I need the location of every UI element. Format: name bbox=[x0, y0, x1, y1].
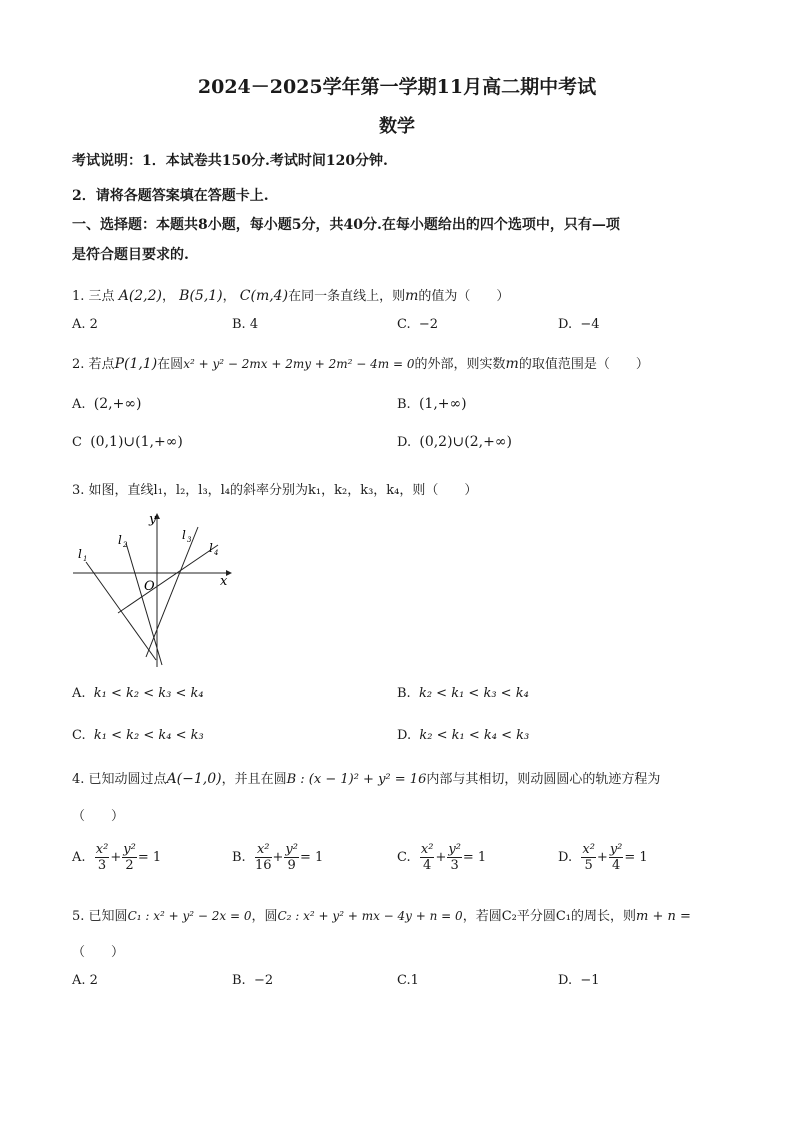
question-2: 2. 若点P(1,1)在圆x² + y² − 2mx + 2my + 2m² − 4m = 0的外部，则实数m的取值范围是（ ） bbox=[72, 356, 649, 372]
circle-c2-equation: C₂ : x² + y² + mx − 4y + n = 0 bbox=[277, 909, 463, 923]
q1-option-a[interactable]: A. 2 bbox=[72, 317, 98, 332]
x-label: x bbox=[220, 574, 228, 589]
point-a: A(2,2) bbox=[118, 288, 163, 304]
instructions-line-2: 2．请将各题答案填在答题卡上. bbox=[72, 188, 269, 204]
q3-option-b[interactable]: B. k₂ < k₁ < k₃ < k₄ bbox=[397, 686, 529, 701]
q1-option-c[interactable]: C. −2 bbox=[397, 317, 439, 332]
q4-option-a[interactable]: A. $\frac{\text{x²}}{3}$ + $\frac{\text{y²}}{2}$ = 1 bbox=[72, 842, 162, 873]
q2-option-c[interactable]: C (0,1)∪(1,+∞) bbox=[72, 434, 183, 450]
circle-c1-equation: C₁ : x² + y² − 2x = 0 bbox=[127, 909, 252, 923]
q1-option-d[interactable]: D. −4 bbox=[558, 317, 600, 332]
point-c: C(m,4) bbox=[239, 288, 289, 304]
question-4: 4. 已知动圆过点A(−1,0)，并且在圆B : (x − 1)² + y² = 16内部与其相切，则动圆圆心的轨迹方程为 bbox=[72, 771, 661, 787]
question-5-paren: （ ） bbox=[72, 945, 125, 960]
question-5: 5. 已知圆C₁ : x² + y² − 2x = 0，圆C₂ : x² + y² + mx − 4y + n = 0，若圆C₂平分圆C₁的周长，则m + n = bbox=[72, 909, 691, 924]
point-p: P(1,1) bbox=[114, 356, 158, 372]
q2-option-d[interactable]: D. (0,2)∪(2,+∞) bbox=[397, 434, 512, 450]
page-title: 2024－2025学年第一学期11月高二期中考试 bbox=[197, 76, 597, 98]
y-label: y bbox=[149, 512, 157, 527]
instructions-line-1: 考试说明：1．本试卷共150分.考试时间120分钟. bbox=[72, 153, 388, 169]
origin-label: O bbox=[144, 579, 155, 594]
q4-option-d[interactable]: D. $\frac{\text{x²}}{5}$ + $\frac{\text{y²}}{4}$ = 1 bbox=[558, 842, 648, 873]
l1-label: l bbox=[78, 547, 82, 561]
question-number: 3. bbox=[72, 483, 85, 498]
point-b: B(5,1) bbox=[179, 288, 223, 304]
q3-option-c[interactable]: C. k₁ < k₂ < k₄ < k₃ bbox=[72, 728, 204, 743]
q3-option-a[interactable]: A. k₁ < k₂ < k₃ < k₄ bbox=[72, 686, 204, 701]
q5-option-a[interactable]: A. 2 bbox=[72, 973, 98, 988]
svg-text:2: 2 bbox=[123, 541, 128, 549]
q2-option-b[interactable]: B. (1,+∞) bbox=[397, 396, 467, 412]
q4-option-c[interactable]: C. $\frac{\text{x²}}{4}$ + $\frac{\text{y²}}{3}$ = 1 bbox=[397, 842, 487, 873]
question-number: 4. bbox=[72, 772, 85, 787]
section-heading-line-2: 是符合题目要求的. bbox=[72, 247, 189, 263]
subject-title: 数学 bbox=[379, 116, 415, 137]
question-3-figure bbox=[68, 505, 248, 675]
q1-option-b[interactable]: B. 4 bbox=[232, 317, 259, 332]
question-number: 1. bbox=[72, 289, 85, 304]
question-4-paren: （ ） bbox=[72, 809, 125, 824]
question-number: 2. bbox=[72, 357, 85, 372]
l4-label: l bbox=[209, 541, 213, 555]
question-3: 3. 如图，直线l₁，l₂，l₃，l₄的斜率分别为k₁，k₂，k₃，k₄，则（ ） bbox=[72, 483, 478, 498]
section-heading-line-1: 一、选择题：本题共8小题，每小题5分，共40分.在每小题给出的四个选项中，只有—项 bbox=[72, 217, 620, 233]
q3-option-d[interactable]: D. k₂ < k₁ < k₄ < k₃ bbox=[397, 728, 530, 743]
point-a: A(−1,0) bbox=[166, 771, 222, 787]
circle-b-equation: B : (x − 1)² + y² = 16 bbox=[286, 772, 427, 787]
svg-text:4: 4 bbox=[214, 549, 219, 557]
circle-equation: x² + y² − 2mx + 2my + 2m² − 4m = 0 bbox=[183, 357, 415, 371]
q5-option-b[interactable]: B. −2 bbox=[232, 973, 274, 988]
q5-option-c[interactable]: C.1 bbox=[397, 973, 419, 988]
q2-option-a[interactable]: A. (2,+∞) bbox=[72, 396, 142, 412]
svg-text:1: 1 bbox=[83, 555, 88, 563]
svg-text:3: 3 bbox=[187, 536, 192, 544]
q4-option-b[interactable]: B. $\frac{\text{x²}}{16}$ + $\frac{\text{y²}}{9}$ = 1 bbox=[232, 842, 324, 873]
question-1: 1. 三点 A(2,2)， B(5,1)， C(m,4)在同一条直线上，则m的值为（ ） bbox=[72, 288, 510, 304]
l2-label: l bbox=[118, 533, 122, 547]
l3-label: l bbox=[182, 528, 186, 542]
q5-option-d[interactable]: D. −1 bbox=[558, 973, 600, 988]
question-number: 5. bbox=[72, 909, 85, 924]
